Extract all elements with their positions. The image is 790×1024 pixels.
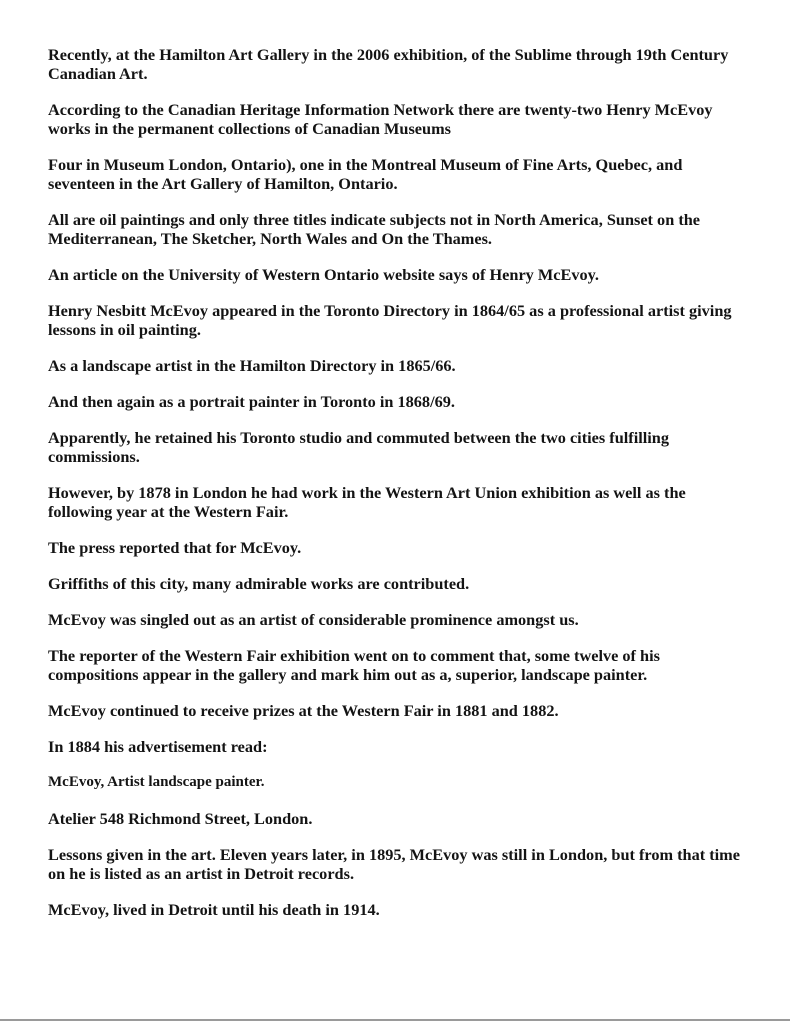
paragraph-studio-commute: Apparently, he retained his Toronto studio and commuted between the two cities fulfilling commissions. (48, 428, 669, 466)
paragraph-heritage-network: According to the Canadian Heritage Information Network there are twenty-two Henry McEvoy works in the permanent collections of Canadian Museums (48, 100, 713, 138)
paragraph-prominence: McEvoy was singled out as an artist of considerable prominence amongst us. (48, 610, 579, 629)
paragraph-advertisement-line-1: McEvoy, Artist landscape painter. (48, 774, 265, 790)
paragraph-advertisement-line-2: Atelier 548 Richmond Street, London. (48, 809, 313, 828)
paragraph-lessons-detroit: Lessons given in the art. Eleven years later, in 1895, McEvoy was still in London, but from that time on he is listed as an artist in Detroit records. (48, 845, 740, 883)
paragraph-portrait-painter: And then again as a portrait painter in Toronto in 1868/69. (48, 392, 455, 411)
paragraph-prizes: McEvoy continued to receive prizes at the Western Fair in 1881 and 1882. (48, 701, 559, 720)
paragraph-museum-counts: Four in Museum London, Ontario), one in the Montreal Museum of Fine Arts, Quebec, and seventeen in the Art Gallery of Hamilton, Ontario. (48, 155, 683, 193)
paragraph-press-report: The press reported that for McEvoy. (48, 538, 302, 557)
bottom-rule-divider (0, 1019, 790, 1021)
paragraph-hamilton-exhibition: Recently, at the Hamilton Art Gallery in the 2006 exhibition, of the Sublime through 19th Century Canadian Art. (48, 45, 729, 83)
paragraph-griffiths: Griffiths of this city, many admirable works are contributed. (48, 574, 470, 593)
paragraph-advertisement-intro: In 1884 his advertisement read: (48, 737, 268, 756)
paragraph-western-fair-reporter: The reporter of the Western Fair exhibition went on to comment that, some twelve of his compositions appear in the gallery and mark him out as a, superior, landscape painter. (48, 646, 660, 684)
paragraph-oil-paintings: All are oil paintings and only three titles indicate subjects not in North America, Sunset on the Mediterranean, The Sketcher, North Wales and On the Thames. (48, 210, 701, 248)
paragraph-uwo-article: An article on the University of Western Ontario website says of Henry McEvoy. (48, 265, 599, 284)
document-body (48, 45, 748, 936)
paragraph-death: McEvoy, lived in Detroit until his death in 1914. (48, 900, 380, 919)
paragraph-toronto-directory: Henry Nesbitt McEvoy appeared in the Toronto Directory in 1864/65 as a professional artist giving lessons in oil painting. (48, 301, 732, 339)
paragraph-hamilton-directory: As a landscape artist in the Hamilton Directory in 1865/66. (48, 356, 456, 375)
paragraph-western-art-union: However, by 1878 in London he had work in the Western Art Union exhibition as well as the following year at the Western Fair. (48, 483, 686, 521)
